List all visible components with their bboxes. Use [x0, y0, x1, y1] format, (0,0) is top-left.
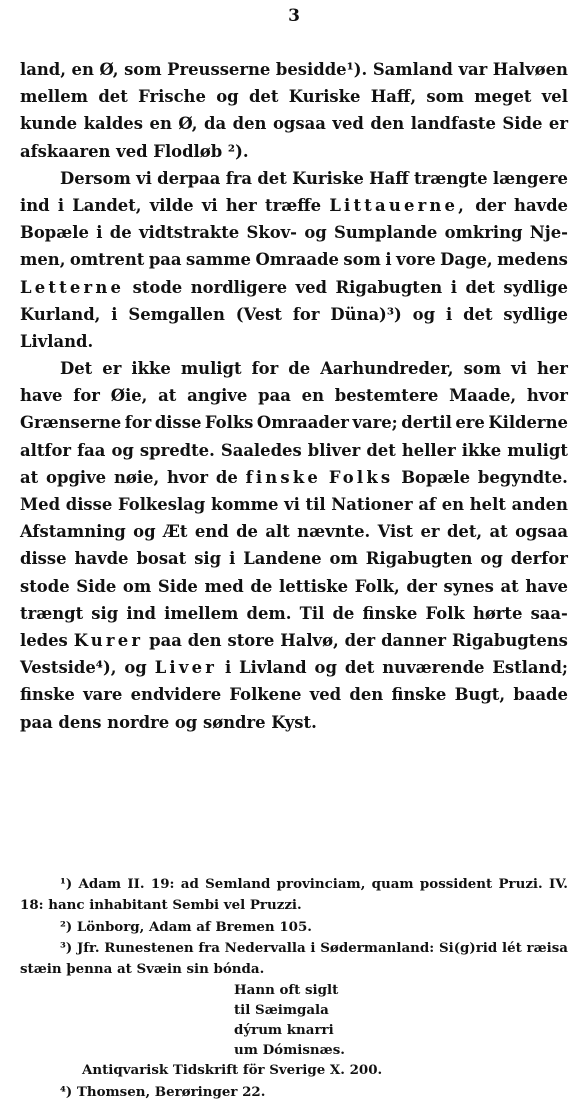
word: Rigabugtens [452, 630, 568, 650]
word: ikke [131, 359, 171, 379]
word: Side [502, 114, 543, 134]
word: end [194, 522, 229, 542]
word: komme [210, 495, 279, 514]
word: og [111, 440, 134, 460]
word: ogsaa [273, 114, 326, 134]
word: og [124, 658, 147, 678]
word: Livland. [20, 331, 94, 351]
word: og [412, 304, 436, 324]
word: for [292, 304, 320, 324]
word: og [480, 549, 503, 569]
word: de [236, 522, 258, 542]
word: paa [148, 250, 182, 270]
word: i [229, 549, 236, 569]
word: Folk [425, 603, 465, 623]
word: der [344, 630, 376, 650]
word: Frische [138, 87, 206, 107]
word: finske [245, 467, 322, 487]
word: Grænserne [20, 413, 122, 433]
footnote-1-line-2: 18: hanc inhabitant Sembi vel Pruzzi. [20, 897, 302, 914]
text-line [20, 437, 568, 464]
word: Semgallen [128, 304, 225, 324]
word: heller [401, 440, 456, 460]
word: mellem [20, 87, 88, 107]
word: det [98, 87, 128, 107]
word: vi [511, 359, 527, 379]
verse-line-4: um Dómisnæs. [234, 1042, 345, 1059]
word: besidde¹). [275, 60, 368, 79]
word: Kurland, [20, 304, 101, 324]
word: sydlige [503, 277, 568, 297]
word: Dage, [440, 250, 493, 270]
word: baade [513, 685, 568, 705]
word: ræisa [526, 939, 568, 956]
word: det [257, 168, 287, 188]
word: ind [20, 195, 50, 215]
word: vore [396, 250, 436, 270]
word: ad [180, 876, 199, 892]
word: at [500, 576, 519, 596]
word: finske [362, 603, 418, 623]
word: Rigabugten [335, 277, 443, 297]
word: (Vest [235, 304, 282, 324]
word: Kuriske [288, 87, 361, 107]
word: det [463, 304, 493, 324]
word: var [458, 60, 488, 79]
word: det [465, 277, 495, 297]
word: Samland [372, 60, 453, 79]
word: Folks [204, 413, 254, 433]
word: 19: [150, 876, 175, 892]
word: her [225, 195, 257, 215]
word: en [441, 495, 465, 514]
word: den [187, 630, 222, 650]
word: paa dens nordre og søndre Kyst. [20, 712, 317, 732]
word: Skov- [246, 223, 297, 243]
word: Kurer [73, 630, 144, 650]
word: i [385, 250, 392, 270]
word: er [420, 522, 440, 542]
word: Det [60, 359, 93, 379]
word: Littauerne, [329, 195, 468, 215]
word: er [548, 114, 568, 134]
word: II. [127, 876, 145, 892]
word: Omraader [256, 413, 349, 433]
word: begyndte. [477, 467, 568, 487]
word: de [250, 576, 273, 596]
word: Folks [328, 467, 394, 487]
word: medens [497, 250, 568, 270]
word: vi [201, 195, 218, 215]
word: om [122, 576, 152, 596]
verse-line-2: til Sæimgala [234, 1002, 329, 1019]
word: Letterne [20, 277, 125, 297]
word: det [248, 87, 279, 107]
word: i [224, 658, 232, 678]
word: Landene [243, 549, 322, 569]
text-line [20, 138, 568, 165]
word: Kilderne [488, 413, 568, 433]
word: trængt [20, 603, 84, 623]
word: omkring [444, 223, 523, 243]
word: Aarhundreder, [320, 359, 454, 379]
word: ind [126, 603, 156, 623]
word: for [251, 359, 279, 379]
text-line [20, 110, 568, 137]
word: de [332, 603, 355, 623]
word: af [418, 495, 436, 514]
word: i [450, 277, 457, 297]
word: endvidere [130, 685, 222, 705]
word: altfor [20, 440, 72, 460]
word: til [305, 495, 326, 514]
word: saa- [530, 603, 568, 623]
word: kaldes [83, 114, 143, 134]
word: lettiske [278, 576, 349, 596]
word: og [314, 658, 337, 678]
word: finske [20, 685, 75, 705]
text-line [20, 165, 568, 192]
footnotes [20, 874, 568, 1103]
word: men, [20, 250, 66, 270]
word: anden [511, 495, 568, 514]
text-line [20, 491, 568, 518]
word: er [102, 359, 122, 379]
word: Til [299, 603, 325, 623]
word: Ø, [99, 60, 119, 79]
word: spredte. [139, 440, 215, 460]
word: den [370, 114, 405, 134]
word: trængte [414, 168, 488, 188]
word: ³) [60, 939, 73, 956]
word: vi [284, 495, 300, 514]
word: Haff [369, 168, 409, 188]
word: Afstamning [20, 522, 126, 542]
text-line [20, 573, 568, 600]
word: quam [371, 876, 414, 892]
text-line [20, 545, 568, 572]
word: Si(g)rid [438, 939, 498, 956]
word: Ø, [178, 114, 198, 134]
word: Dersom [60, 168, 131, 188]
word: for [73, 386, 100, 406]
word: ved [295, 277, 328, 297]
word: disse [20, 549, 67, 569]
word: Nedervalla [224, 939, 306, 956]
word: landfaste [410, 114, 496, 134]
page-number: 3 [288, 6, 300, 26]
word: Folkeslag [118, 495, 206, 514]
word: at [489, 522, 508, 542]
word: Liver [154, 658, 218, 678]
word: ogsaa [515, 522, 568, 542]
word: ere [455, 413, 485, 433]
word: ikke [461, 440, 502, 460]
word: Saaledes [220, 440, 302, 460]
word: nuværende [382, 658, 485, 678]
text-line [20, 83, 568, 110]
word: bliver [307, 440, 361, 460]
word: meget [474, 87, 532, 107]
body-text [20, 56, 568, 736]
word: Pruzi. [498, 876, 543, 892]
word: provinciam, [276, 876, 366, 892]
word: omtrent [69, 250, 145, 270]
word: i [57, 195, 65, 215]
word: Med [20, 495, 61, 514]
word: alt [265, 522, 290, 542]
word: IV. [548, 876, 568, 892]
word: muligt [507, 440, 568, 460]
word: Landet, [72, 195, 142, 215]
word: Vist [377, 522, 414, 542]
word: det [344, 658, 375, 678]
word: den [232, 114, 267, 134]
word: land, [20, 60, 66, 79]
word: muligt [180, 359, 242, 379]
word: træffe [265, 195, 322, 215]
text-line [20, 382, 568, 409]
word: fra [225, 168, 253, 188]
word: derfor [510, 549, 568, 569]
word: Halvø, [280, 630, 339, 650]
word: det [366, 440, 396, 460]
word: de [215, 467, 238, 487]
word: vare [83, 685, 123, 705]
word: disse [154, 413, 202, 433]
text-line [20, 301, 568, 328]
word: Sumplande [334, 223, 438, 243]
word: nordligere [190, 277, 288, 297]
text-line [20, 219, 568, 246]
word: Estland; [492, 658, 568, 678]
word: Livland [239, 658, 307, 678]
word: lét [502, 939, 522, 956]
word: sydlige [503, 304, 568, 324]
word: i [445, 304, 453, 324]
text-line [20, 56, 568, 83]
word: dertil [401, 413, 452, 433]
word: og [304, 223, 327, 243]
verse-source: Antiqvarisk Tidskrift för Sverige X. 200. [82, 1062, 383, 1079]
word: disse [65, 495, 113, 514]
footnote-2: ²) Lönborg, Adam af Bremen 105. [60, 918, 312, 935]
word: hørte [472, 603, 523, 623]
word: Bopæle [401, 467, 471, 487]
word: imellem [164, 603, 239, 623]
word: samme [186, 250, 251, 270]
word: Kuriske [292, 168, 364, 188]
word: sig [91, 603, 119, 623]
verse-line-3: dýrum knarri [234, 1022, 334, 1039]
word: derpaa [157, 168, 221, 188]
word: opgive [46, 467, 107, 487]
word: som [124, 60, 162, 79]
word: vilde [149, 195, 194, 215]
text-line [20, 600, 568, 627]
word: Jfr. [76, 939, 100, 956]
text-line [20, 328, 568, 355]
word: Preusserne [167, 60, 271, 79]
text-line [20, 627, 568, 654]
word: Folk, [354, 576, 400, 596]
word: Bopæle [20, 223, 89, 243]
word: store [227, 630, 275, 650]
word: danner [381, 630, 447, 650]
word: den [349, 685, 384, 705]
word: helt [469, 495, 506, 514]
word: Sødermanland: [320, 939, 435, 956]
footnote-4: ⁴) Thomsen, Berøringer 22. [60, 1083, 266, 1100]
text-line [20, 518, 568, 545]
word: Omraade [255, 250, 339, 270]
word: at [158, 386, 177, 406]
word: i [96, 223, 103, 243]
word: og [133, 522, 156, 542]
word: vel [541, 87, 568, 107]
word: sig [194, 549, 222, 569]
word: nøie, [113, 467, 160, 487]
word: paa [258, 386, 291, 406]
footnote-3-line-1 [20, 938, 568, 959]
word: som [343, 250, 381, 270]
word: Rigabugten [365, 549, 473, 569]
word: vi [136, 168, 152, 188]
word: have [20, 386, 63, 406]
word: ¹) [60, 876, 73, 892]
text-line [20, 654, 568, 681]
word: længere [492, 168, 568, 188]
word: ledes [20, 630, 68, 650]
word: bosat [136, 549, 187, 569]
word: Folkene [229, 685, 302, 705]
word: Haff, [370, 87, 417, 107]
word: Nje- [529, 223, 568, 243]
word: Nationer [331, 495, 413, 514]
word: Æt [162, 522, 188, 542]
word: der [406, 576, 437, 596]
word: stode [20, 576, 70, 596]
word: som [463, 359, 502, 379]
verse-line-1: Hann oft siglt [234, 982, 339, 999]
footnote-3-line-2: stæin þenna at Svæin sin bónda. [20, 961, 265, 978]
word: for [124, 413, 152, 433]
word: det, [446, 522, 483, 542]
word: faa [77, 440, 106, 460]
footnote-1-line-1 [20, 874, 568, 895]
word: finske [391, 685, 447, 705]
word: at [20, 467, 39, 487]
text-line [20, 274, 568, 301]
word: som [426, 87, 464, 107]
word: Side [76, 576, 117, 596]
word: afskaaren ved Flodløb ²). [20, 141, 249, 161]
word: de [109, 223, 132, 243]
word: der [475, 195, 506, 215]
word: bestemtere [334, 386, 439, 406]
word: stode [132, 277, 183, 297]
word: Düna)³) [330, 304, 402, 324]
word: hvor [167, 467, 209, 487]
word: Øie, [110, 386, 148, 406]
word: kunde [20, 114, 78, 134]
word: her [536, 359, 568, 379]
text-line [20, 355, 568, 382]
word: Semland [205, 876, 271, 892]
text-line [20, 681, 568, 708]
word: paa [149, 630, 182, 650]
text-line [20, 246, 568, 273]
text-line [20, 192, 568, 219]
word: da [204, 114, 227, 134]
word: Runestenen [104, 939, 194, 956]
word: Vestside⁴), [20, 658, 117, 678]
word: Bugt, [454, 685, 506, 705]
word: ved [332, 114, 364, 134]
word: en [301, 386, 324, 406]
word: havde [74, 549, 129, 569]
word: nævnte. [297, 522, 371, 542]
text-line [20, 409, 568, 436]
word: hvor [526, 386, 568, 406]
word: dem. [246, 603, 292, 623]
word: Halvøen [492, 60, 568, 79]
word: vidtstrakte [139, 223, 240, 243]
word: og [216, 87, 239, 107]
word: Adam [78, 876, 122, 892]
word: i [111, 304, 118, 324]
word: synes [443, 576, 494, 596]
word: ved [309, 685, 342, 705]
word: Side [157, 576, 198, 596]
word: vare; [352, 413, 398, 433]
word: de [288, 359, 311, 379]
word: om [329, 549, 358, 569]
text-line [20, 464, 568, 491]
word: i [310, 939, 316, 956]
word: en [149, 114, 172, 134]
word: have [525, 576, 568, 596]
word: med [204, 576, 244, 596]
word: angive [187, 386, 248, 406]
word: fra [198, 939, 220, 956]
word: Maade, [449, 386, 517, 406]
text-line [20, 709, 568, 736]
word: en [71, 60, 94, 79]
word: possident [419, 876, 493, 892]
word: havde [514, 195, 568, 215]
